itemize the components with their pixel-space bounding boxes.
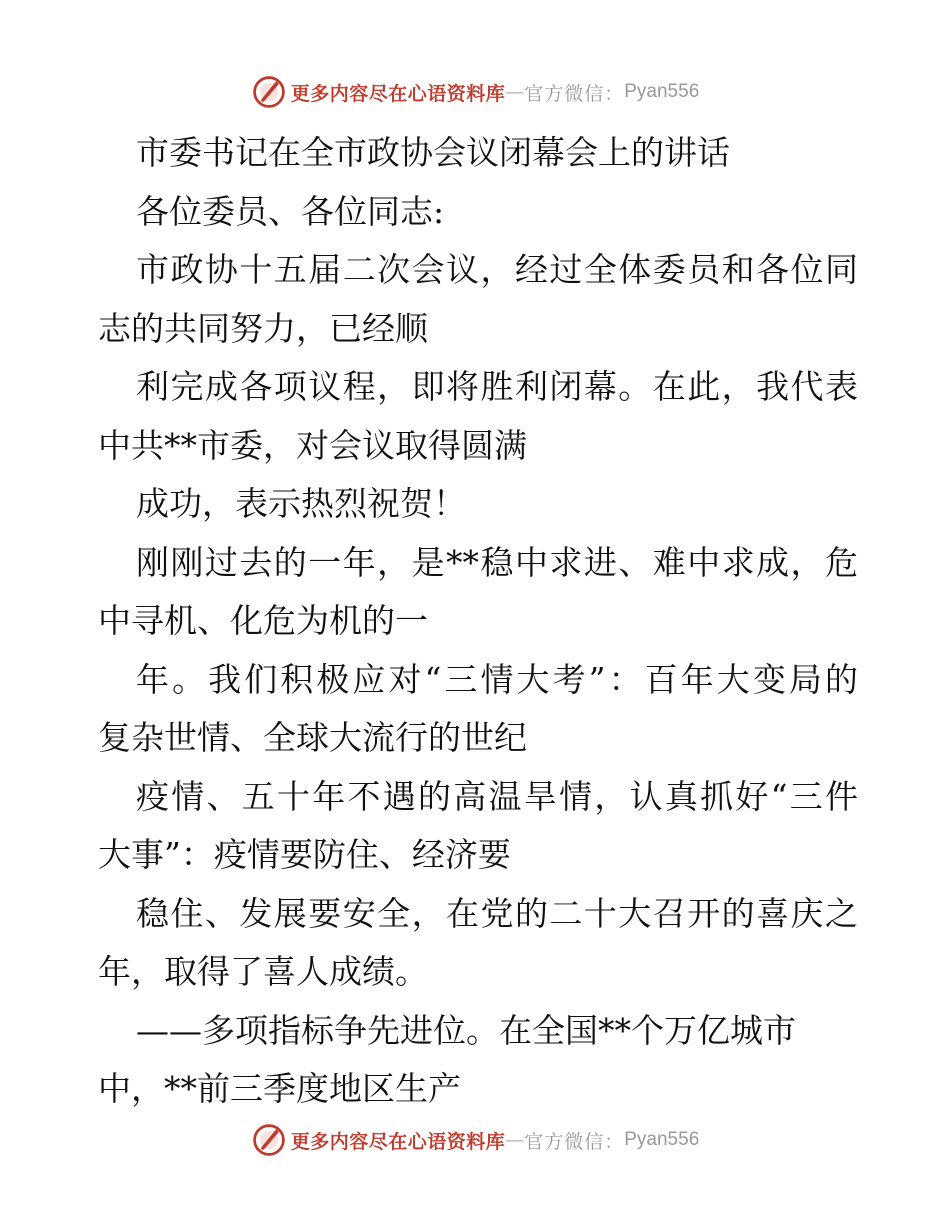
paragraph-line: 中，**前三季度地区生产 xyxy=(98,1069,461,1108)
brand-text: 更多内容尽在心语资料库 xyxy=(290,1130,506,1153)
banner-separator: — xyxy=(505,1129,525,1151)
paragraph-line: 志的共同努力，已经顺 xyxy=(98,308,428,348)
paragraph-line: 中寻机、化危为机的一 xyxy=(98,601,428,640)
paragraph-line: 成功，表示热烈祝贺！ xyxy=(136,484,466,523)
wechat-label: 官方微信： xyxy=(524,1130,625,1153)
paragraph-line: 年，取得了喜人成绩。 xyxy=(98,952,428,991)
quill-logo-icon xyxy=(251,1122,287,1158)
paragraph-line: 中共**市委，对会议取得圆满 xyxy=(98,425,527,465)
paragraph-line: 年。我们积极应对“三情大考”：百年大变局的 xyxy=(136,659,858,699)
footer-banner xyxy=(0,1118,950,1162)
paragraph-line: 疫情、五十年不遇的高温旱情，认真抓好“三件 xyxy=(136,776,858,816)
salutation: 各位委员、各位同志: xyxy=(136,191,445,231)
quill-logo-icon xyxy=(251,74,287,110)
paragraph-line: 市政协十五届二次会议，经过全体委员和各位同 xyxy=(136,250,858,289)
document-title: 市委书记在全市政协会议闭幕会上的讲话 xyxy=(136,133,730,172)
paragraph-line: 利完成各项议程，即将胜利闭幕。在此，我代表 xyxy=(136,367,858,406)
banner-separator: — xyxy=(505,81,525,103)
paragraph-line: 复杂世情、全球大流行的世纪 xyxy=(98,718,527,757)
header-banner xyxy=(0,70,950,114)
paragraph-line: 稳住、发展要安全，在党的二十大召开的喜庆之 xyxy=(136,893,858,933)
document-body xyxy=(98,124,858,1119)
paragraph-line: ——多项指标争先进位。在全国**个万亿城市 xyxy=(136,1010,796,1050)
wechat-label: 官方微信： xyxy=(524,82,625,105)
brand-text: 更多内容尽在心语资料库 xyxy=(290,82,506,105)
paragraph-line: 刚刚过去的一年，是**稳中求进、难中求成，危 xyxy=(136,542,858,582)
wechat-id: Pyan556 xyxy=(624,81,700,102)
paragraph-line: 大事”：疫情要防住、经济要 xyxy=(98,835,511,874)
wechat-id: Pyan556 xyxy=(624,1129,700,1150)
